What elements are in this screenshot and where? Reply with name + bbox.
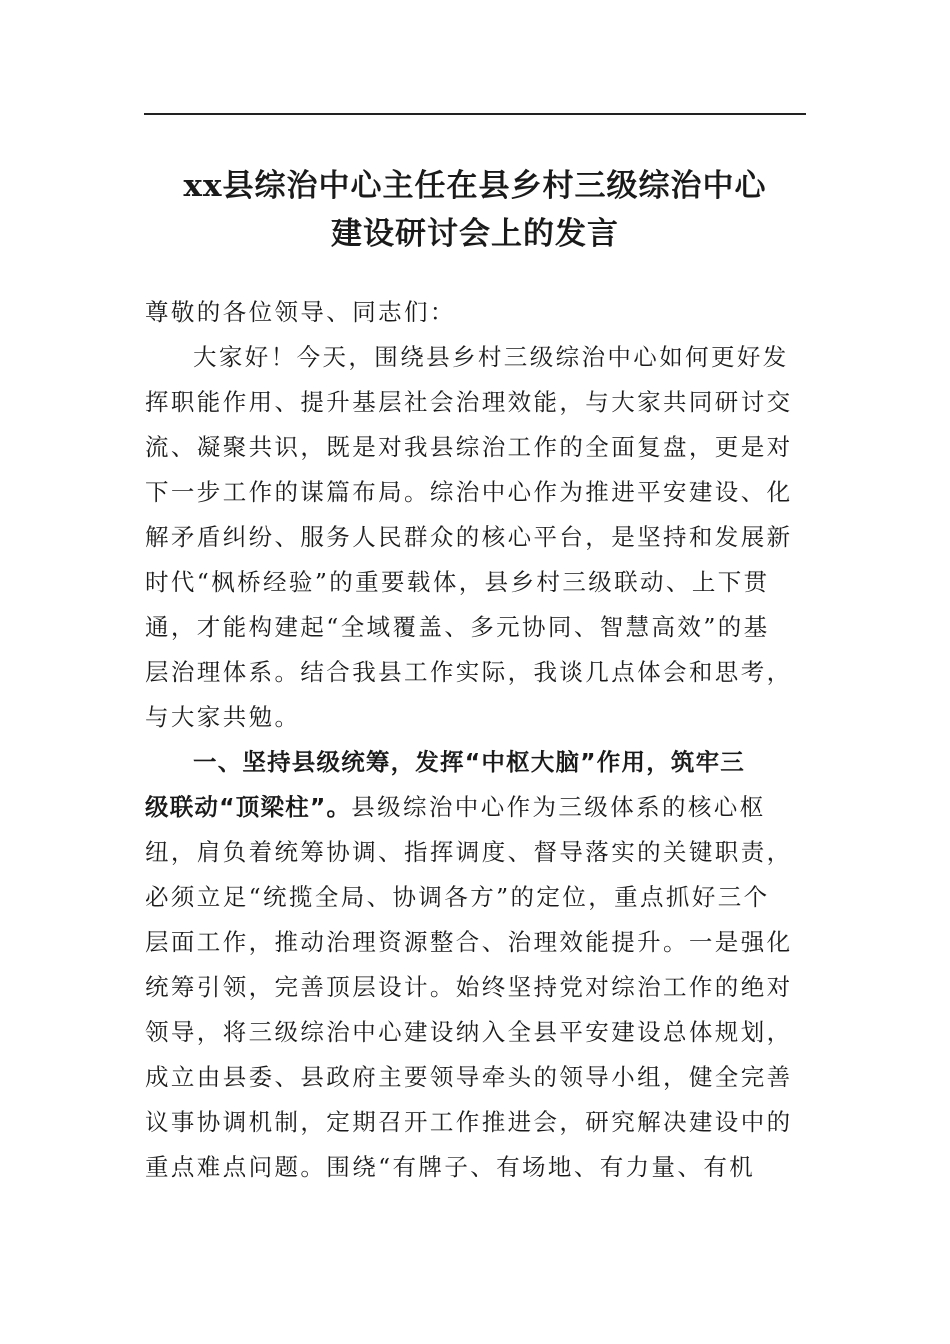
paragraph-line: 统筹引领，完善顶层设计。始终坚持党对综治工作的绝对 <box>145 973 793 1001</box>
document-title <box>120 162 830 258</box>
title-line-2: 建设研讨会上的发言 <box>331 216 619 252</box>
paragraph-line: 大家好！今天，围绕县乡村三级综治中心如何更好发 <box>193 343 789 371</box>
paragraph-line: 议事协调机制，定期召开工作推进会，研究解决建设中的 <box>145 1108 793 1136</box>
paragraph-line: 领导，将三级综治中心建设纳入全县平安建设总体规划， <box>145 1018 793 1046</box>
section-heading-text: 级联动“顶梁柱”。 <box>145 793 352 821</box>
paragraph-line: 重点难点问题。围绕“有牌子、有场地、有力量、有机 <box>145 1153 756 1181</box>
section-heading-line <box>145 740 785 785</box>
paragraph-line: 流、凝聚共识，既是对我县综治工作的全面复盘，更是对 <box>145 433 793 461</box>
salutation: 尊敬的各位领导、同志们： <box>145 298 456 326</box>
paragraph-line: 通，才能构建起“全域覆盖、多元协同、智慧高效”的基 <box>145 613 770 641</box>
section-heading-text: 一、坚持县级统筹，发挥“中枢大脑”作用，筑牢三 <box>193 748 745 776</box>
paragraph-line: 纽，肩负着统筹协调、指挥调度、督导落实的关键职责， <box>145 838 793 866</box>
paragraph-line: 与大家共勉。 <box>145 703 301 731</box>
paragraph-line: 成立由县委、县政府主要领导牵头的领导小组，健全完善 <box>145 1063 793 1091</box>
paragraph-line: 下一步工作的谋篇布局。综治中心作为推进平安建设、化 <box>145 478 793 506</box>
section-paragraph-line <box>145 785 785 830</box>
paragraph-line: 层面工作，推动治理资源整合、治理效能提升。一是强化 <box>145 928 793 956</box>
document-body <box>145 290 793 1190</box>
paragraph-line: 必须立足“统揽全局、协调各方”的定位，重点抓好三个 <box>145 883 770 911</box>
paragraph-line: 时代“枫桥经验”的重要载体，县乡村三级联动、上下贯 <box>145 568 770 596</box>
paragraph-line: 挥职能作用、提升基层社会治理效能，与大家共同研讨交 <box>145 388 793 416</box>
header-rule <box>144 113 806 115</box>
title-line-1: xx县综治中心主任在县乡村三级综治中心 <box>183 168 767 204</box>
paragraph-text: 县级综治中心作为三级体系的核心枢 <box>351 793 766 821</box>
paragraph-line: 解矛盾纠纷、服务人民群众的核心平台，是坚持和发展新 <box>145 523 793 551</box>
paragraph-line: 层治理体系。结合我县工作实际，我谈几点体会和思考， <box>145 658 793 686</box>
